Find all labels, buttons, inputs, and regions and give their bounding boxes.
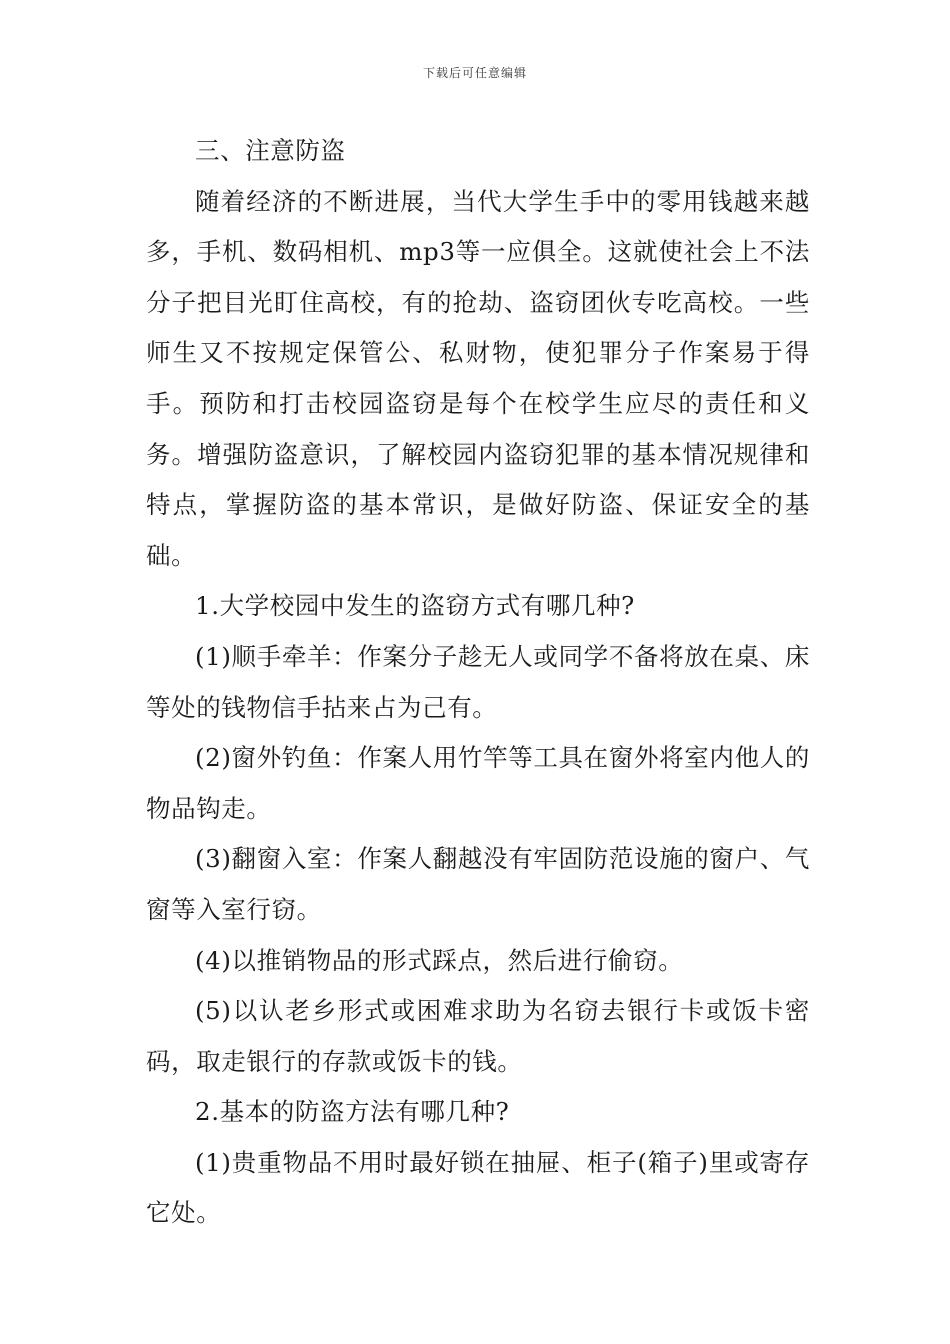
list-item: (1)顺手牵羊：作案分子趁无人或同学不备将放在桌、床等处的钱物信手拈来占为己有。: [146, 641, 810, 722]
list-item: (4)以推销物品的形式踩点，然后进行偷窃。: [195, 945, 684, 975]
list-item: (3)翻窗入室：作案人翻越没有牢固防范设施的窗户、气窗等入室行窃。: [146, 844, 810, 924]
document-body: [146, 126, 810, 1239]
question-heading: 1.大学校园中发生的盗窃方式有哪几种?: [195, 591, 635, 621]
body-paragraph: 随着经济的不断进展，当代大学生手中的零用钱越来越多，手机、数码相机、mp3等一应俱全。这就使社会上不法分子把目光盯住高校，有的抢劫、盗窃团伙专吃高校。一些师生又不按规定保管公、私财物，使犯罪分子作案易于得手。预防和打击校园盗窃是每个在校学生应尽的责任和义务。增强防盗意识，了解校园内盗窃犯罪的基本情况规律和特点，掌握防盗的基本常识，是做好防盗、保证安全的基础。: [146, 186, 810, 570]
list-item: (2)窗外钓鱼：作案人用竹竿等工具在窗外将室内他人的物品钩走。: [146, 743, 810, 823]
question-heading: 2.基本的防盗方法有哪几种?: [195, 1097, 510, 1127]
page-header: 下载后可任意编辑: [422, 66, 527, 80]
list-item: (5)以认老乡形式或困难求助为名窃去银行卡或饭卡密码，取走银行的存款或饭卡的钱。: [146, 996, 810, 1076]
section-heading: 三、注意防盗: [195, 136, 346, 165]
list-item: (1)贵重物品不用时最好锁在抽屉、柜子(箱子)里或寄存它处。: [146, 1147, 810, 1228]
